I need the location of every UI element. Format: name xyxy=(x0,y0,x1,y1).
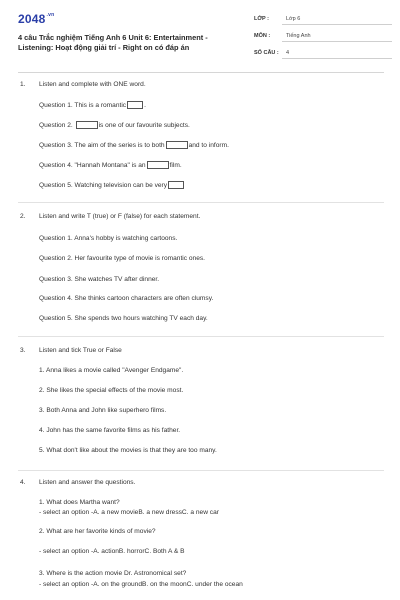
section-instruction: Listen and tick True or False xyxy=(39,347,122,354)
question-row xyxy=(39,181,185,189)
section-divider xyxy=(18,202,384,203)
logo-text: 2048 xyxy=(18,12,46,26)
question-text: 3. Where is the action movie Dr. Astronomical set? xyxy=(39,570,187,577)
section-heading xyxy=(20,347,380,359)
question-text-after: film. xyxy=(169,161,182,169)
question-text-after: and to inform. xyxy=(188,141,229,149)
question-text: 2. What are her favorite kinds of movie? xyxy=(39,528,156,535)
meta-underline xyxy=(282,41,392,42)
answer-input[interactable] xyxy=(166,141,188,149)
section-instruction: Listen and write T (true) or F (false) for each statement. xyxy=(39,213,201,220)
statement-row: Question 2. Her favourite type of movie is romantic ones. xyxy=(39,255,206,262)
section-4 xyxy=(20,479,380,588)
question-text: Question 1. This is a romantic xyxy=(39,101,127,109)
meta-info xyxy=(254,12,392,63)
section-heading xyxy=(20,81,380,93)
meta-row-count xyxy=(254,46,392,63)
logo-suffix: .vn xyxy=(46,12,55,18)
statement-row: Question 4. She thinks cartoon characters are often clumsy. xyxy=(39,295,214,302)
answer-select[interactable]: - select an option -A. actionB. horrorC. Both A & B xyxy=(39,548,185,555)
section-number: 1. xyxy=(20,81,26,88)
question-text: 1. What does Martha want? xyxy=(39,499,120,506)
meta-label: SỐ CÂU : xyxy=(254,50,279,56)
section-instruction: Listen and answer the questions. xyxy=(39,479,136,486)
page-title xyxy=(18,33,240,53)
meta-value: 4 xyxy=(286,50,290,56)
section-3 xyxy=(20,347,380,454)
answer-select[interactable]: - select an option -A. a new movieB. a new dressC. a new car xyxy=(39,509,219,516)
answer-input[interactable] xyxy=(127,101,143,109)
statement-row: Question 5. She spends two hours watching TV each day. xyxy=(39,315,208,322)
answer-input[interactable] xyxy=(168,181,184,189)
section-heading xyxy=(20,213,380,225)
section-divider xyxy=(18,470,384,471)
site-logo[interactable] xyxy=(18,12,54,26)
statement-row: Question 3. She watches TV after dinner. xyxy=(39,276,160,283)
question-text: Question 3. The aim of the series is to both xyxy=(39,141,165,149)
meta-row-class xyxy=(254,12,392,29)
question-text-after: . xyxy=(144,101,146,109)
section-number: 2. xyxy=(20,213,26,220)
statement-row: 4. John has the same favorite films as his father. xyxy=(39,427,181,434)
meta-row-subject xyxy=(254,29,392,46)
section-1 xyxy=(20,81,380,189)
section-2 xyxy=(20,213,380,322)
answer-input[interactable] xyxy=(76,121,98,129)
meta-underline xyxy=(282,58,392,59)
question-text: Question 2. xyxy=(39,121,73,129)
question-text: Question 4. "Hannah Montana" is an xyxy=(39,161,146,169)
meta-value: Lớp 6 xyxy=(286,16,301,22)
section-number: 3. xyxy=(20,347,26,354)
question-row xyxy=(39,101,146,109)
answer-input[interactable] xyxy=(147,161,169,169)
section-instruction: Listen and complete with ONE word. xyxy=(39,81,146,88)
statement-row: Question 1. Anna's hobby is watching cartoons. xyxy=(39,235,178,242)
title-line-1: 4 câu Trắc nghiệm Tiếng Anh 6 Unit 6: Entertainment - xyxy=(18,33,208,42)
question-row xyxy=(39,141,229,149)
statement-row: 3. Both Anna and John like superhero films. xyxy=(39,407,167,414)
meta-label: MÔN : xyxy=(254,33,271,39)
question-text: Question 5. Watching television can be very xyxy=(39,181,168,189)
meta-label: LỚP : xyxy=(254,16,269,22)
question-row xyxy=(39,161,182,169)
meta-underline xyxy=(282,24,392,25)
title-line-2: Listening: Hoạt động giải trí - Right on có đáp án xyxy=(18,43,190,52)
section-divider xyxy=(18,336,384,337)
header-divider xyxy=(18,72,384,73)
section-number: 4. xyxy=(20,479,26,486)
question-row xyxy=(39,121,190,129)
answer-select[interactable]: - select an option -A. on the groundB. on the moonC. under the ocean xyxy=(39,581,243,588)
question-text-after: is one of our favourite subjects. xyxy=(98,121,190,129)
page-header xyxy=(18,12,388,72)
statement-row: 1. Anna likes a movie called "Avenger Endgame". xyxy=(39,367,184,374)
statement-row: 2. She likes the special effects of the movie most. xyxy=(39,387,184,394)
meta-value: Tiếng Anh xyxy=(286,33,311,39)
section-heading xyxy=(20,479,380,491)
statement-row: 5. What don't like about the movies is that they are too many. xyxy=(39,447,217,454)
